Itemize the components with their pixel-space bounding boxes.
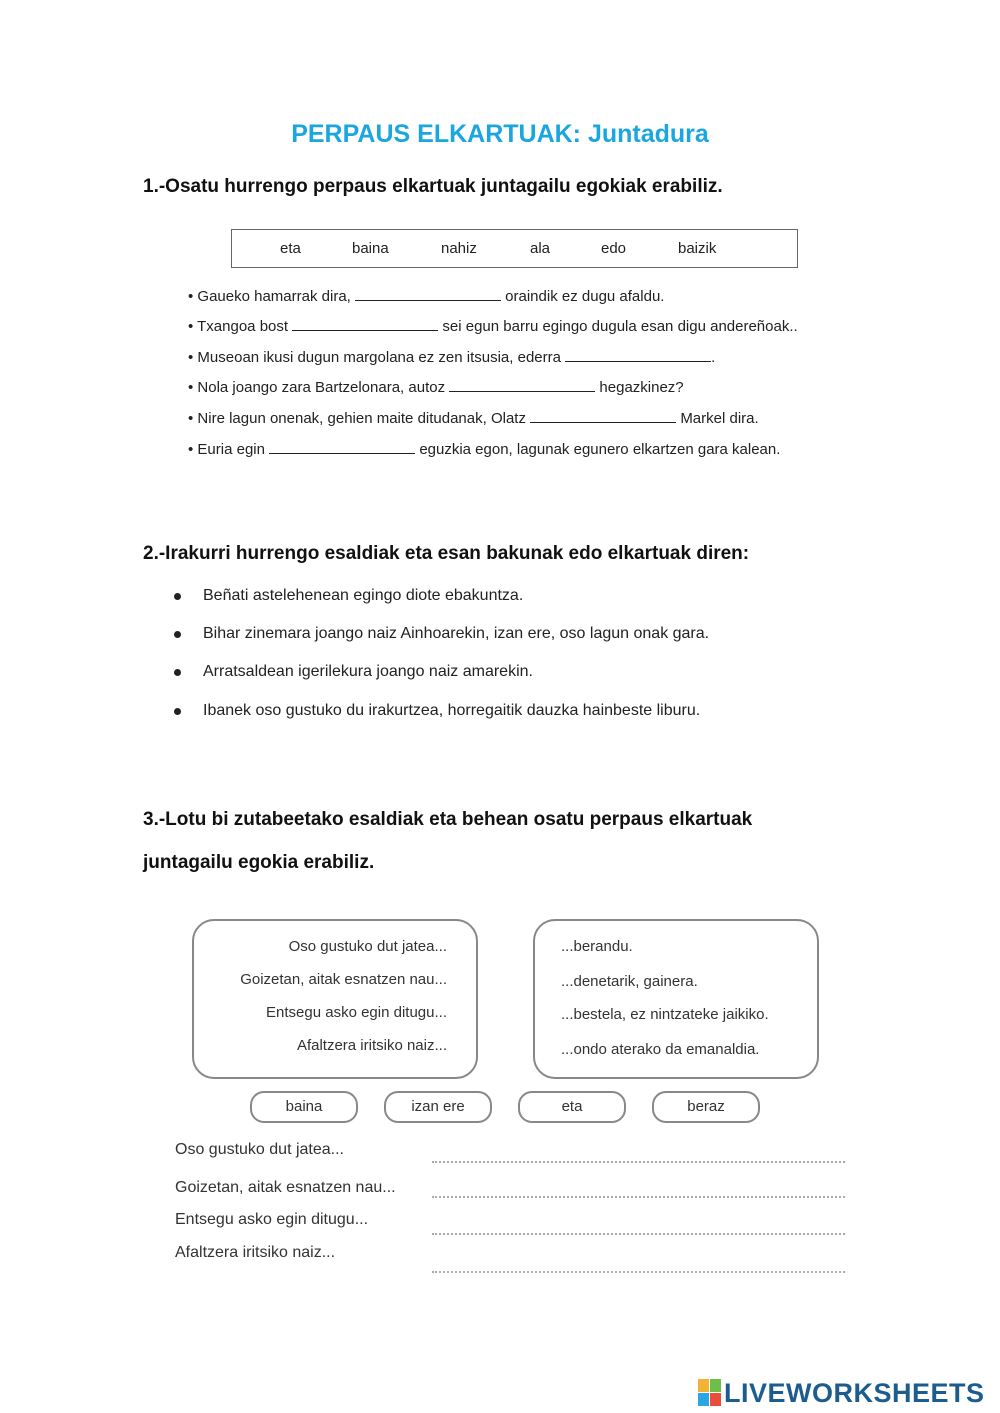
connector-pill: eta <box>518 1091 626 1123</box>
connector-pill: beraz <box>652 1091 760 1123</box>
sentence-text: • Euria egin <box>188 441 265 458</box>
sentence-text: . <box>711 349 716 366</box>
liveworksheets-logo <box>698 1376 985 1410</box>
exercise1-heading: 1.-Osatu hurrengo perpaus elkartuak juntagailu egokiak erabiliz. <box>143 176 723 197</box>
answer-label: Entsegu asko egin ditugu... <box>175 1211 369 1228</box>
answer-label: Oso gustuko dut jatea... <box>175 1141 344 1158</box>
answer-label: Goizetan, aitak esnatzen nau... <box>175 1179 396 1196</box>
sentence-text: • Gaueko hamarrak dira, <box>188 288 351 305</box>
word-bank-item: baina <box>352 240 389 257</box>
word-bank-item: edo <box>601 240 627 257</box>
page-title: PERPAUS ELKARTUAK: Juntadura <box>291 120 709 148</box>
connector-pill: izan ere <box>384 1091 492 1123</box>
right-column-item: ...denetarik, gainera. <box>561 973 698 990</box>
list-item-text: Bihar zinemara joango naiz Ainhoarekin, izan ere, oso lagun onak gara. <box>203 625 710 642</box>
bullet-icon <box>174 631 181 638</box>
left-column-box <box>192 919 478 1079</box>
answer-blank[interactable] <box>269 439 415 454</box>
word-bank-item: eta <box>280 240 301 257</box>
answer-line[interactable] <box>432 1233 845 1235</box>
exercise3-heading-line2: juntagailu egokia erabiliz. <box>143 852 375 873</box>
right-column-item: ...ondo aterako da emanaldia. <box>561 1041 760 1058</box>
connector-pill: baina <box>250 1091 358 1123</box>
sentence-6 <box>188 439 780 458</box>
logo-icon <box>698 1379 722 1407</box>
right-column-box <box>533 919 819 1079</box>
list-item-text: Ibanek oso gustuko du irakurtzea, horregaitik dauzka hainbeste liburu. <box>203 702 701 719</box>
left-column-item: Entsegu asko egin ditugu... <box>266 1004 447 1021</box>
bullet-icon <box>174 708 181 715</box>
bullet-icon <box>174 593 181 600</box>
sentence-4 <box>188 377 684 396</box>
exercise2-list <box>174 587 874 727</box>
left-column-item: Goizetan, aitak esnatzen nau... <box>240 971 447 988</box>
answer-blank[interactable] <box>530 408 676 423</box>
answer-label: Afaltzera iritsiko naiz... <box>175 1244 336 1261</box>
word-bank <box>231 229 798 268</box>
sentence-3 <box>188 347 715 366</box>
answer-blank[interactable] <box>292 316 438 331</box>
word-bank-item: nahiz <box>441 240 477 257</box>
list-item-text: Beñati astelehenean egingo diote ebakuntza. <box>203 587 524 604</box>
sentence-1 <box>188 286 664 305</box>
sentence-text: • Museoan ikusi dugun margolana ez zen itsusia, ederra <box>188 349 561 366</box>
sentence-text: eguzkia egon, lagunak egunero elkartzen gara kalean. <box>419 441 781 458</box>
left-column-item: Afaltzera iritsiko naiz... <box>296 1037 447 1054</box>
sentence-5 <box>188 408 759 427</box>
bullet-icon <box>174 669 181 676</box>
sentence-2 <box>188 316 798 335</box>
exercise3-heading-line1: 3.-Lotu bi zutabeetako esaldiak eta behean osatu perpaus elkartuak <box>143 809 753 830</box>
sentence-text: sei egun barru egingo dugula esan digu andereñoak.. <box>442 318 798 335</box>
sentence-text: hegazkinez? <box>599 379 684 396</box>
right-column-item: ...bestela, ez nintzateke jaikiko. <box>561 1006 769 1023</box>
sentence-text: • Nola joango zara Bartzelonara, autoz <box>188 379 446 396</box>
exercise2-heading: 2.-Irakurri hurrengo esaldiak eta esan bakunak edo elkartuak diren: <box>143 543 750 564</box>
sentence-text: Markel dira. <box>680 410 759 427</box>
answer-line[interactable] <box>432 1271 845 1273</box>
sentence-text: oraindik ez dugu afaldu. <box>505 288 665 305</box>
left-column-item: Oso gustuko dut jatea... <box>288 938 447 955</box>
answer-blank[interactable] <box>355 286 501 301</box>
right-column-item: ...berandu. <box>561 938 633 955</box>
brand-text: LIVEWORKSHEETS <box>724 1377 985 1408</box>
word-bank-item: ala <box>530 240 551 257</box>
answer-line[interactable] <box>432 1196 845 1198</box>
sentence-text: • Nire lagun onenak, gehien maite ditudanak, Olatz <box>188 410 526 427</box>
answer-line[interactable] <box>432 1161 845 1163</box>
answer-blank[interactable] <box>565 347 711 362</box>
sentence-text: • Txangoa bost <box>188 318 289 335</box>
list-item-text: Arratsaldean igerilekura joango naiz amarekin. <box>203 663 533 680</box>
word-bank-item: baizik <box>678 240 717 257</box>
answer-blank[interactable] <box>449 377 595 392</box>
